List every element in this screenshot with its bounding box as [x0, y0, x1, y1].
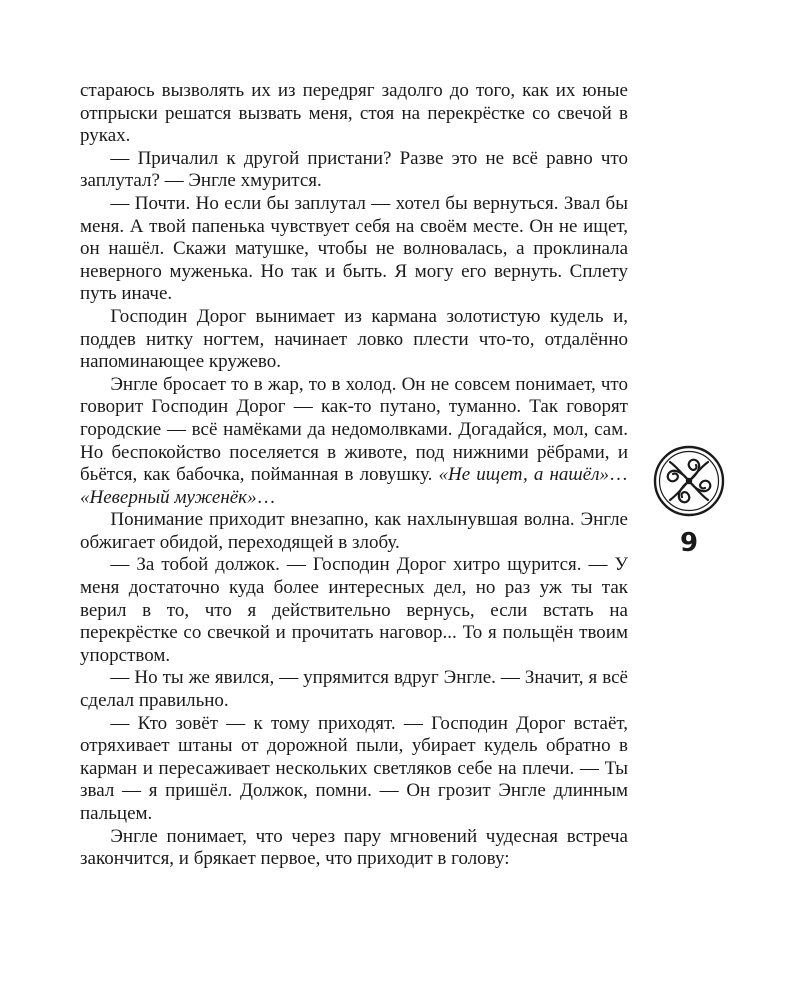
- paragraph-10: Энгле понимает, что через пару мгновений чудесная встреча закончится, и брякает первое, что приходит в голову:: [80, 825, 628, 870]
- paragraph-5: [80, 374, 628, 510]
- celtic-knot-ornament-icon: [652, 444, 726, 518]
- paragraph-3: — Почти. Но если бы заплутал — хотел бы вернуться. Звал бы меня. А твой папенька чувствует себя на своём месте. Он не ищет, он нашёл. Скажи матушке, чтобы не волновалась, а проклинала неверного муженька. Но так и быть. Я могу его вернуть. Сплету путь иначе.: [80, 192, 628, 305]
- italic-separator: …: [609, 464, 628, 486]
- paragraph-7: — За тобой должок. — Господин Дорог хитро щурится. — У меня достаточно куда более интересных дел, но раз уж ты так верил в то, что я действительно вернусь, если встать на перекрёстке со свечкой и прочитать наговор... То я польщён твоим упорством.: [80, 554, 628, 666]
- italic-quote-1: «Не ищет, а нашёл»: [438, 464, 609, 486]
- italic-quote-2: «Неверный муженёк»: [80, 486, 257, 508]
- paragraph-9: — Кто зовёт — к тому приходят. — Господин Дорог встаёт, отряхивает штаны от дорожной пыли, убирает кудель обратно в карман и пересаживает нескольких светляков себе на плечи. — Ты звал — я пришёл. Должок, помни. — Он грозит Энгле длинным пальцем.: [80, 712, 628, 824]
- page-body-text: [80, 80, 628, 871]
- page-number: 9: [679, 528, 699, 558]
- paragraph-5-text: Энгле бросает то в жар, то в холод. Он не совсем понимает, что говорит Господин Дорог — как-то путано, туманно. Так говорят городские — всё намёками да недомолвками. Догадайся, мол, сам. Но беспокойство поселяется в животе, под нижними рёбрами, и бьётся, как бабочка, пойманная в ловушку.: [80, 373, 628, 486]
- paragraph-1: стараюсь вызволять их из передряг задолго до того, как их юные отпрыски решатся вызвать меня, стоя на перекрёстке со свечой в руках.: [80, 80, 628, 147]
- paragraph-2: — Причалил к другой пристани? Разве это не всё равно что заплутал? — Энгле хмурится.: [80, 147, 628, 192]
- paragraph-6: Понимание приходит внезапно, как нахлынувшая волна. Энгле обжигает обидой, переходящей в злобу.: [80, 509, 628, 553]
- paragraph-8: — Но ты же явился, — упрямится вдруг Энгле. — Значит, я всё сделал правильно.: [80, 667, 628, 712]
- paragraph-4: Господин Дорог вынимает из кармана золотистую кудель и, поддев нитку ногтем, начинает ловко плести что-то, отдалённо напоминающее кружево.: [80, 305, 628, 373]
- italic-ending: …: [256, 486, 276, 508]
